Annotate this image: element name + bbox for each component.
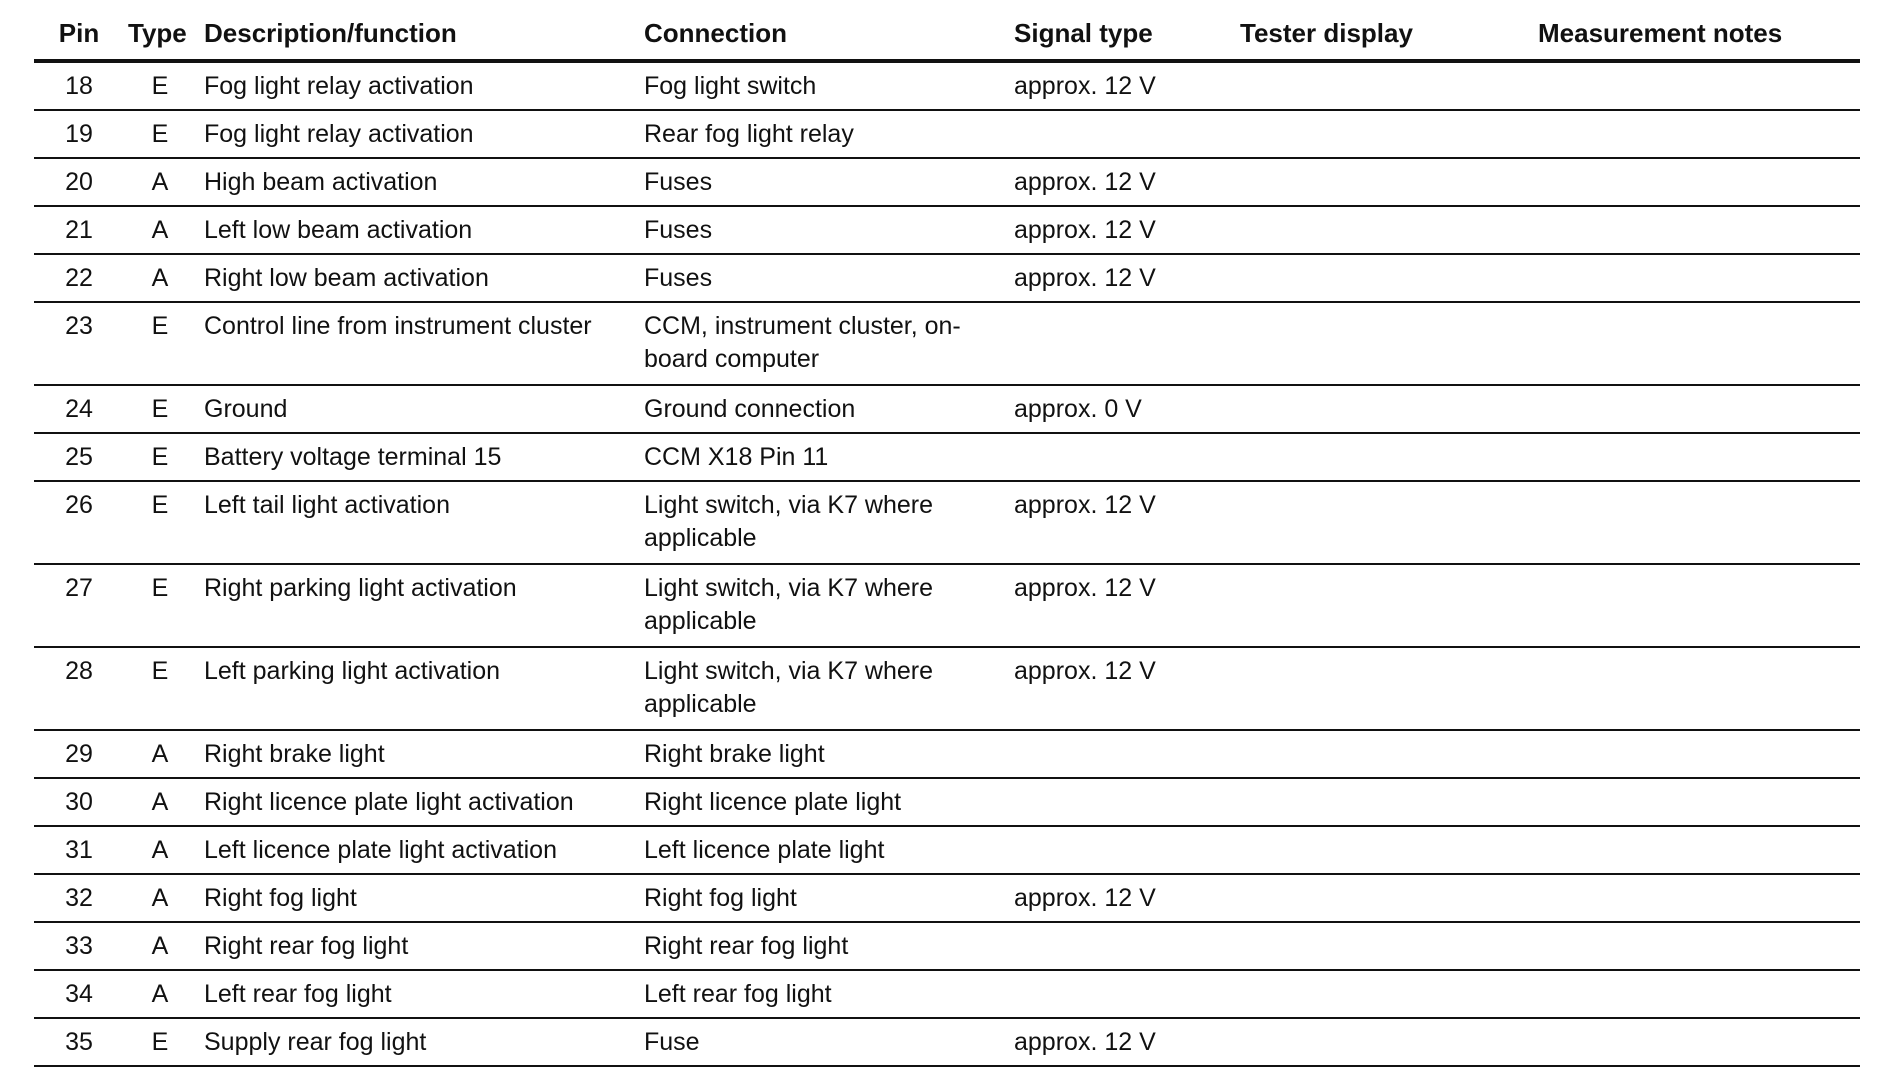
cell-connection: Left rear fog light xyxy=(636,970,1006,1018)
header-description: Description/function xyxy=(196,14,636,61)
cell-signal-type: approx. 12 V xyxy=(1006,564,1232,647)
cell-measurement-notes xyxy=(1530,874,1860,922)
cell-measurement-notes xyxy=(1530,826,1860,874)
cell-signal-type: approx. 12 V xyxy=(1006,61,1232,110)
cell-description: Right licence plate light activation xyxy=(196,778,636,826)
cell-tester-display xyxy=(1232,110,1530,158)
cell-description: Left parking light activation xyxy=(196,647,636,730)
cell-description: Control line from instrument cluster xyxy=(196,302,636,385)
cell-description: Right low beam activation xyxy=(196,254,636,302)
cell-tester-display xyxy=(1232,564,1530,647)
table-row xyxy=(34,922,1860,970)
cell-type: A xyxy=(124,874,196,922)
cell-measurement-notes xyxy=(1530,1018,1860,1066)
cell-signal-type xyxy=(1006,302,1232,385)
cell-description: High beam activation xyxy=(196,158,636,206)
cell-tester-display xyxy=(1232,874,1530,922)
cell-connection: Light switch, via K7 where applicable xyxy=(636,481,1006,564)
cell-connection: Fuses xyxy=(636,206,1006,254)
cell-pin: 34 xyxy=(34,970,124,1018)
cell-pin: 32 xyxy=(34,874,124,922)
cell-measurement-notes xyxy=(1530,564,1860,647)
table-row xyxy=(34,730,1860,778)
cell-tester-display xyxy=(1232,922,1530,970)
cell-tester-display xyxy=(1232,730,1530,778)
cell-measurement-notes xyxy=(1530,647,1860,730)
cell-type: E xyxy=(124,61,196,110)
pin-assignment-table xyxy=(34,14,1860,1067)
table-header-row xyxy=(34,14,1860,61)
cell-description: Left tail light activation xyxy=(196,481,636,564)
cell-type: E xyxy=(124,302,196,385)
cell-signal-type xyxy=(1006,110,1232,158)
cell-connection: Fuse xyxy=(636,1018,1006,1066)
table-row xyxy=(34,61,1860,110)
cell-measurement-notes xyxy=(1530,922,1860,970)
cell-description: Right fog light xyxy=(196,874,636,922)
cell-measurement-notes xyxy=(1530,481,1860,564)
cell-description: Battery voltage terminal 15 xyxy=(196,433,636,481)
table-row xyxy=(34,206,1860,254)
cell-measurement-notes xyxy=(1530,254,1860,302)
cell-connection: Right fog light xyxy=(636,874,1006,922)
table-row xyxy=(34,826,1860,874)
cell-measurement-notes xyxy=(1530,385,1860,433)
table-row xyxy=(34,647,1860,730)
cell-signal-type xyxy=(1006,778,1232,826)
cell-description: Left licence plate light activation xyxy=(196,826,636,874)
cell-description: Ground xyxy=(196,385,636,433)
cell-description: Fog light relay activation xyxy=(196,110,636,158)
cell-pin: 27 xyxy=(34,564,124,647)
cell-pin: 33 xyxy=(34,922,124,970)
cell-connection: CCM, instrument cluster, on-board computer xyxy=(636,302,1006,385)
table-row xyxy=(34,1018,1860,1066)
cell-pin: 30 xyxy=(34,778,124,826)
cell-connection: Fuses xyxy=(636,158,1006,206)
cell-type: E xyxy=(124,1018,196,1066)
cell-pin: 23 xyxy=(34,302,124,385)
cell-tester-display xyxy=(1232,61,1530,110)
cell-signal-type: approx. 12 V xyxy=(1006,481,1232,564)
table-row xyxy=(34,385,1860,433)
cell-connection: Right brake light xyxy=(636,730,1006,778)
cell-tester-display xyxy=(1232,826,1530,874)
cell-signal-type: approx. 12 V xyxy=(1006,254,1232,302)
cell-type: A xyxy=(124,778,196,826)
cell-signal-type xyxy=(1006,433,1232,481)
cell-signal-type xyxy=(1006,826,1232,874)
cell-type: A xyxy=(124,922,196,970)
table-row xyxy=(34,433,1860,481)
cell-tester-display xyxy=(1232,1018,1530,1066)
cell-measurement-notes xyxy=(1530,778,1860,826)
cell-measurement-notes xyxy=(1530,158,1860,206)
header-connection: Connection xyxy=(636,14,1006,61)
cell-type: E xyxy=(124,564,196,647)
cell-description: Right rear fog light xyxy=(196,922,636,970)
cell-type: A xyxy=(124,254,196,302)
cell-connection: Right rear fog light xyxy=(636,922,1006,970)
cell-pin: 26 xyxy=(34,481,124,564)
header-measurement-notes: Measurement notes xyxy=(1530,14,1860,61)
cell-description: Left rear fog light xyxy=(196,970,636,1018)
table-row xyxy=(34,874,1860,922)
cell-measurement-notes xyxy=(1530,302,1860,385)
cell-connection: Ground connection xyxy=(636,385,1006,433)
cell-measurement-notes xyxy=(1530,970,1860,1018)
table-row xyxy=(34,302,1860,385)
cell-tester-display xyxy=(1232,254,1530,302)
cell-connection: CCM X18 Pin 11 xyxy=(636,433,1006,481)
header-signal-type: Signal type xyxy=(1006,14,1232,61)
cell-description: Right brake light xyxy=(196,730,636,778)
cell-signal-type: approx. 12 V xyxy=(1006,158,1232,206)
cell-type: E xyxy=(124,647,196,730)
table-row xyxy=(34,970,1860,1018)
cell-pin: 31 xyxy=(34,826,124,874)
header-pin: Pin xyxy=(34,14,124,61)
cell-tester-display xyxy=(1232,385,1530,433)
cell-pin: 20 xyxy=(34,158,124,206)
table-row xyxy=(34,158,1860,206)
cell-tester-display xyxy=(1232,433,1530,481)
cell-connection: Fuses xyxy=(636,254,1006,302)
cell-type: E xyxy=(124,385,196,433)
table-body xyxy=(34,61,1860,1066)
cell-type: E xyxy=(124,481,196,564)
cell-tester-display xyxy=(1232,778,1530,826)
cell-measurement-notes xyxy=(1530,206,1860,254)
cell-signal-type xyxy=(1006,922,1232,970)
cell-pin: 19 xyxy=(34,110,124,158)
cell-signal-type: approx. 0 V xyxy=(1006,385,1232,433)
cell-measurement-notes xyxy=(1530,61,1860,110)
cell-tester-display xyxy=(1232,970,1530,1018)
cell-type: A xyxy=(124,970,196,1018)
cell-pin: 24 xyxy=(34,385,124,433)
table-row xyxy=(34,778,1860,826)
cell-description: Fog light relay activation xyxy=(196,61,636,110)
table-row xyxy=(34,110,1860,158)
cell-connection: Rear fog light relay xyxy=(636,110,1006,158)
cell-connection: Light switch, via K7 where applicable xyxy=(636,564,1006,647)
cell-measurement-notes xyxy=(1530,110,1860,158)
cell-type: E xyxy=(124,433,196,481)
cell-type: E xyxy=(124,110,196,158)
cell-measurement-notes xyxy=(1530,433,1860,481)
header-tester-display: Tester display xyxy=(1232,14,1530,61)
cell-pin: 28 xyxy=(34,647,124,730)
cell-connection: Left licence plate light xyxy=(636,826,1006,874)
cell-tester-display xyxy=(1232,302,1530,385)
cell-description: Left low beam activation xyxy=(196,206,636,254)
cell-tester-display xyxy=(1232,481,1530,564)
cell-signal-type: approx. 12 V xyxy=(1006,206,1232,254)
cell-type: A xyxy=(124,158,196,206)
cell-pin: 18 xyxy=(34,61,124,110)
cell-pin: 25 xyxy=(34,433,124,481)
cell-description: Supply rear fog light xyxy=(196,1018,636,1066)
cell-pin: 22 xyxy=(34,254,124,302)
cell-signal-type: approx. 12 V xyxy=(1006,1018,1232,1066)
table-row xyxy=(34,564,1860,647)
cell-connection: Light switch, via K7 where applicable xyxy=(636,647,1006,730)
header-type: Type xyxy=(124,14,196,61)
cell-type: A xyxy=(124,206,196,254)
cell-tester-display xyxy=(1232,647,1530,730)
cell-measurement-notes xyxy=(1530,730,1860,778)
cell-signal-type: approx. 12 V xyxy=(1006,874,1232,922)
cell-signal-type: approx. 12 V xyxy=(1006,647,1232,730)
cell-signal-type xyxy=(1006,970,1232,1018)
cell-description: Right parking light activation xyxy=(196,564,636,647)
cell-tester-display xyxy=(1232,206,1530,254)
cell-type: A xyxy=(124,730,196,778)
cell-signal-type xyxy=(1006,730,1232,778)
cell-type: A xyxy=(124,826,196,874)
cell-pin: 21 xyxy=(34,206,124,254)
cell-connection: Fog light switch xyxy=(636,61,1006,110)
cell-pin: 29 xyxy=(34,730,124,778)
table-row xyxy=(34,481,1860,564)
table-row xyxy=(34,254,1860,302)
cell-connection: Right licence plate light xyxy=(636,778,1006,826)
cell-pin: 35 xyxy=(34,1018,124,1066)
cell-tester-display xyxy=(1232,158,1530,206)
